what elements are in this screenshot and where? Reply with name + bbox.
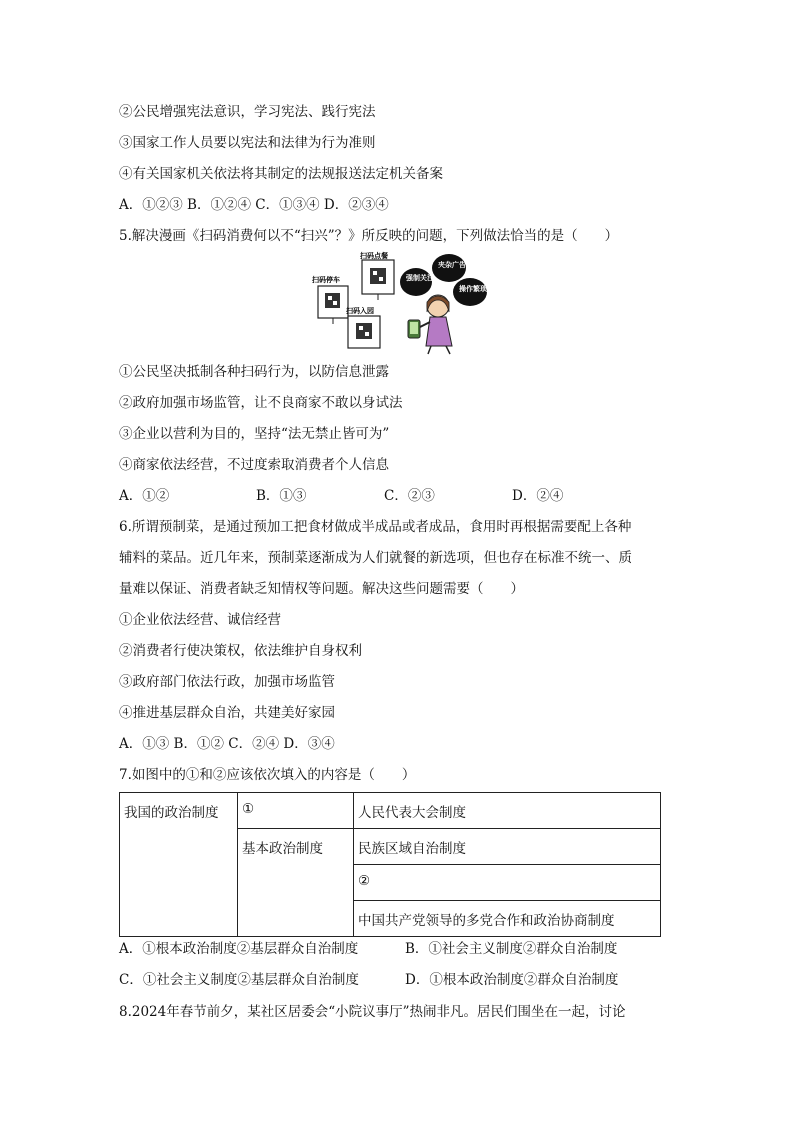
q6-statement-4: ④推进基层群众自治，共建美好家园 (119, 705, 335, 721)
table-cell-ethnic-autonomy: 民族区域自治制度 (354, 829, 661, 865)
woman-with-phone (408, 295, 452, 354)
table-cell-blank-1: ① (238, 793, 354, 829)
qr-sign-entry (346, 306, 380, 348)
q5-option-b: B．①③ (256, 488, 307, 504)
political-system-table (119, 792, 661, 937)
bubble-complicated (453, 278, 488, 306)
bubble-forced-follow-text: 强制关注 (406, 274, 434, 282)
q5-option-c: C．②③ (384, 488, 435, 504)
q7-stem: 7.如图中的①和②应该依次填入的内容是（ ） (119, 767, 416, 783)
q7-option-b: B．①社会主义制度②群众自治制度 (405, 941, 618, 957)
bubble-forced-follow (400, 268, 434, 296)
sign-entry-label: 扫码入园 (346, 307, 374, 315)
q5-statement-3: ③企业以营利为目的，坚持“法无禁止皆可为” (119, 426, 390, 442)
q6-statement-1: ①企业依法经营、诚信经营 (119, 612, 281, 628)
q6-stem-line2: 辅料的菜品。近几年来，预制菜逐渐成为人们就餐的新选项，但也存在标准不统一、质 (119, 550, 632, 566)
q4-options: A．①②③ B．①②④ C．①③④ D．②③④ (119, 197, 389, 213)
table-cell-blank-2: ② (354, 865, 661, 901)
sign-ordering-label: 扫码点餐 (360, 252, 388, 260)
q4-statement-3: ③国家工作人员要以宪法和法律为行为准则 (119, 135, 376, 151)
table-cell-root: 我国的政治制度 (120, 793, 238, 937)
q5-stem: 5.解决漫画《扫码消费何以不“扫兴”？》所反映的问题，下列做法恰当的是（ ） (119, 228, 619, 244)
q4-statement-4: ④有关国家机关依法将其制定的法规报送法定机关备案 (119, 166, 443, 182)
q7-option-c: C．①社会主义制度②基层群众自治制度 (119, 972, 359, 988)
q5-option-a: A．①② (119, 488, 170, 504)
q5-options (119, 486, 563, 506)
sign-parking-label: 扫码停车 (312, 276, 340, 284)
q7-options-row1 (119, 939, 617, 959)
q8-stem-line1: 8.2024年春节前夕，某社区居委会“小院议事厅”热闹非凡。居民们围坐在一起，讨论 (119, 1004, 626, 1020)
q6-statement-3: ③政府部门依法行政，加强市场监管 (119, 674, 335, 690)
q7-option-d: D．①根本政治制度②群众自治制度 (405, 972, 619, 988)
q7-options-row2 (119, 970, 618, 990)
qr-sign-ordering (360, 251, 394, 300)
bubble-ads-text: 夹杂广告 (438, 261, 466, 269)
bubble-complicated-text: 操作繁琐 (459, 285, 487, 293)
q6-stem-line1: 6.所谓预制菜，是通过预加工把食材做成半成品或者成品，食用时再根据需要配上各种 (119, 519, 632, 535)
q6-statement-2: ②消费者行使决策权，依法维护自身权利 (119, 643, 362, 659)
q4-statement-2: ②公民增强宪法意识，学习宪法、践行宪法 (119, 104, 376, 120)
table-cell-basic-system: 基本政治制度 (238, 829, 354, 937)
bubble-ads (432, 254, 466, 282)
q7-option-a: A．①根本政治制度②基层群众自治制度 (119, 941, 359, 957)
table-cell-multiparty: 中国共产党领导的多党合作和政治协商制度 (354, 901, 661, 937)
q6-stem-line3: 量难以保证、消费者缺乏知情权等问题。解决这些问题需要（ ） (119, 581, 524, 597)
q5-statement-4: ④商家依法经营，不过度索取消费者个人信息 (119, 457, 389, 473)
q5-cartoon (300, 250, 510, 356)
q5-statement-2: ②政府加强市场监管，让不良商家不敢以身试法 (119, 395, 403, 411)
q5-statement-1: ①公民坚决抵制各种扫码行为，以防信息泄露 (119, 364, 389, 380)
qr-sign-parking (312, 275, 348, 324)
q6-options: A．①③ B．①② C．②④ D．③④ (119, 736, 335, 752)
table-cell-npc: 人民代表大会制度 (354, 793, 661, 829)
q5-option-d: D．②④ (512, 488, 564, 504)
